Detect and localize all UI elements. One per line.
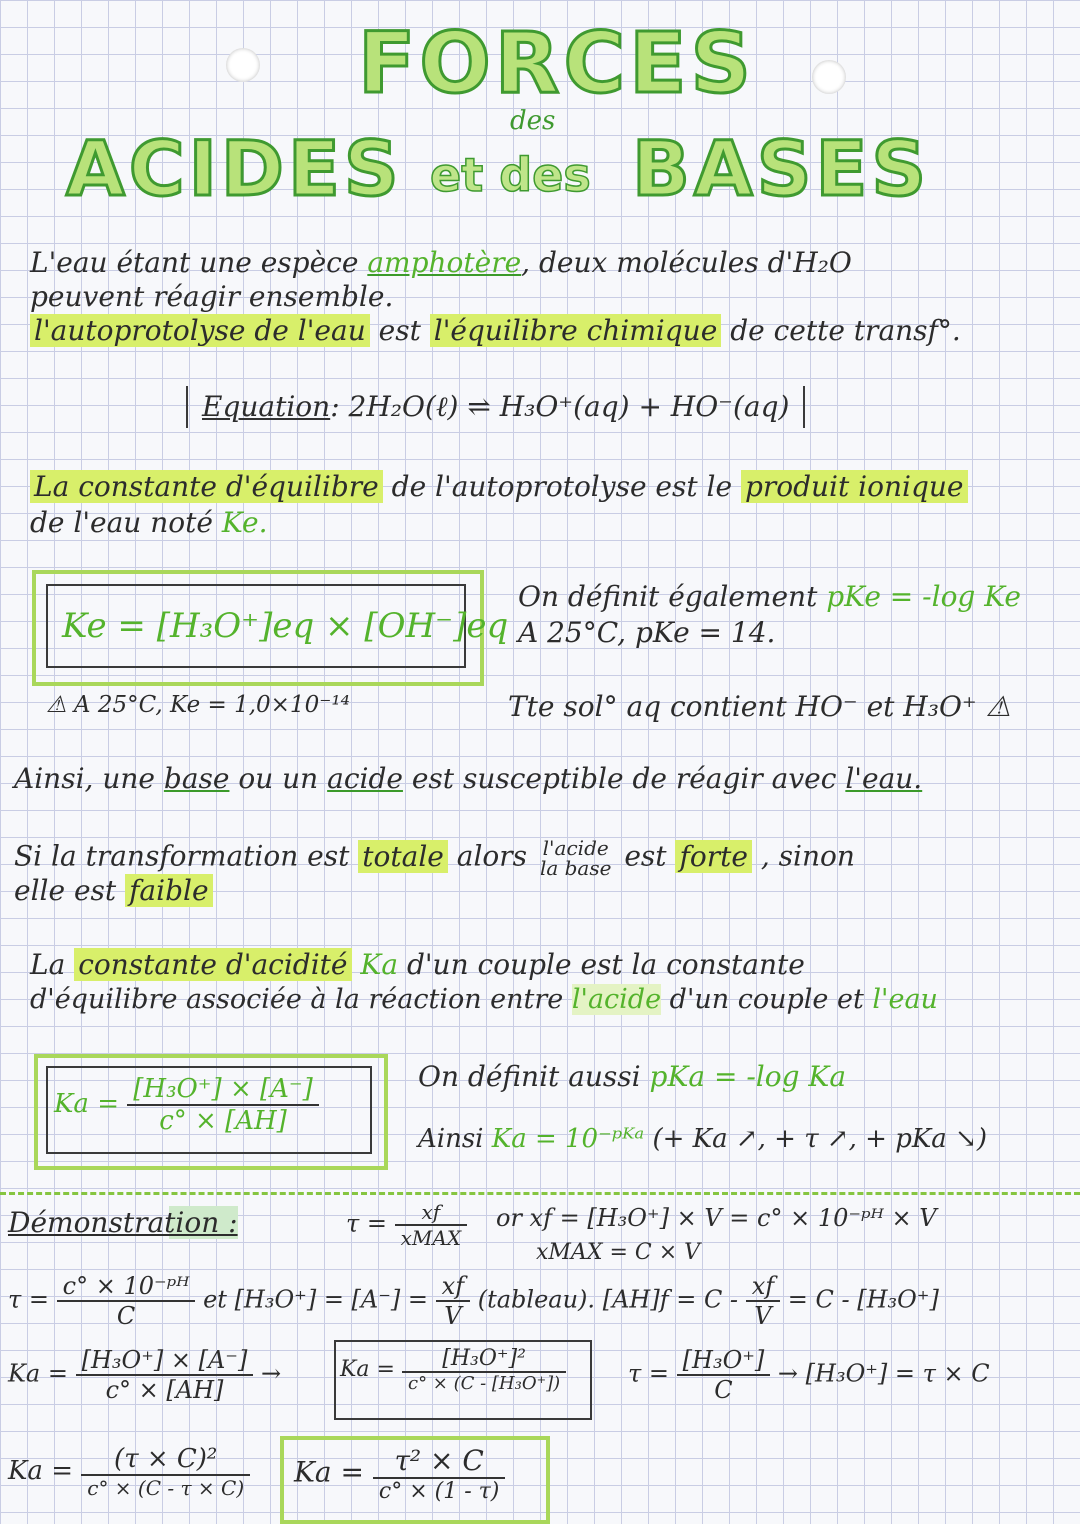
pka-definition: On définit aussi pKa = -log Ka: [418, 1060, 847, 1093]
intro-line-2: peuvent réagir ensemble.: [30, 280, 394, 313]
ke-paragraph-line-1: La constante d'équilibre de l'autoprotolyse est le produit ionique: [30, 470, 968, 503]
ka-power: Ka = 10⁻ᵖᴷᵃ: [491, 1124, 645, 1154]
term-acide: acide: [327, 762, 403, 795]
punch-hole-left: [226, 48, 260, 82]
pka-relation: Ainsi Ka = 10⁻ᵖᴷᵃ (+ Ka ↗, + τ ↗, + pKa ↘): [418, 1124, 987, 1154]
brace-base: la base: [539, 856, 612, 880]
term-constante-equilibre: La constante d'équilibre: [30, 470, 383, 503]
transfo-line-2: elle est faible: [14, 874, 213, 907]
demo-row-3-left: Ka = $\frac{\text{[H₃O⁺] × [A⁻]}}{c^\circ \times [AH]}$ →: [8, 1346, 282, 1404]
title-acides: ACIDES: [66, 124, 403, 213]
term-base: base: [163, 762, 230, 795]
ke-paragraph-line-2: de l'eau noté Ke.: [30, 506, 268, 539]
transfo-line-1: Si la transformation est totale alors l'acide la base est forte , sinon: [14, 836, 855, 880]
term-autoprotolyse: l'autoprotolyse de l'eau: [30, 314, 370, 347]
demo-row-4-final: Ka = $\frac{\text{τ² × C}}{c^\circ \times (1 - \tau)}$: [294, 1444, 505, 1504]
term-eau: l'eau.: [845, 762, 923, 795]
term-constante-acidite: constante d'acidité: [74, 948, 351, 981]
equation-line: [186, 386, 805, 428]
title-et-des: et des: [430, 148, 591, 202]
title-forces: FORCES: [358, 14, 755, 112]
title-bases: BASES: [632, 124, 931, 213]
demo-row-2: τ = $\frac{\text{c° × 10⁻ᵖᴴ}}{C}$ et [H₃O⁺] = [A⁻] = $\frac{xf}{V}$ (tableau). [AH]f = C - $\frac{xf}{V}$ = C - [H₃O⁺]: [8, 1272, 939, 1330]
equation-label: Equation: [202, 390, 331, 423]
intro-line-3: l'autoprotolyse de l'eau est l'équilibre chimique de cette transf°.: [30, 314, 961, 347]
ke-formula: Ke = [H₃O⁺]eq × [OH⁻]eq: [62, 606, 509, 646]
ke-25c-note: ⚠ A 25°C, Ke = 1,0×10⁻¹⁴: [46, 692, 350, 718]
title-des-small: des: [510, 106, 556, 136]
separator-dashed: [0, 1192, 1080, 1195]
brace-acide: l'acide: [542, 836, 609, 860]
term-forte: forte: [675, 840, 751, 873]
equation-body: : 2H₂O(ℓ) ⇌ H₃O⁺(aq) + HO⁻(aq): [330, 390, 790, 423]
ka-numerator: [H₃O⁺] × [A⁻]: [127, 1074, 319, 1106]
ka-formula: Ka = $\frac{\text{[H₃O⁺] × [A⁻]}}{c^\circ \times [AH]}$: [54, 1074, 319, 1136]
demo-label: Démonstration :: [8, 1206, 238, 1239]
term-totale: totale: [358, 840, 448, 873]
demo-xmax-def: xMAX = C × V: [536, 1240, 701, 1265]
demo-row-3-boxed: Ka = $\frac{\text{[H₃O⁺]²}}{\text{c° × (C - [H₃O⁺])}}$: [340, 1346, 566, 1394]
term-faible: faible: [125, 874, 212, 907]
term-l-acide: l'acide: [571, 984, 662, 1015]
pka-formula: pKa = -log Ka: [649, 1060, 847, 1093]
term-ke: Ke.: [221, 506, 268, 539]
pke-definition: On définit également pKe = -log Ke: [518, 580, 1021, 613]
term-produit-ionique: produit ionique: [741, 470, 968, 503]
intro-line-1: L'eau étant une espèce amphotère, deux molécules d'H₂O: [30, 246, 852, 279]
pka-trend: (+ Ka ↗, + τ ↗, + pKa ↘): [652, 1124, 987, 1154]
term-amphotere: amphotère: [367, 246, 522, 279]
arrow-right: →: [260, 1359, 282, 1388]
ainsi-line: Ainsi, une base ou un acide est susceptible de réagir avec l'eau.: [14, 762, 923, 795]
ka-paragraph-line-2: d'équilibre associée à la réaction entre l'acide d'un couple et l'eau: [30, 984, 938, 1015]
ka-paragraph-line-1: La constante d'acidité Ka d'un couple est la constante: [30, 948, 805, 981]
term-l-eau: l'eau: [872, 984, 938, 1015]
pke-note: Tte sol° aq contient HO⁻ et H₃O⁺ ⚠: [508, 690, 1011, 723]
pke-value: A 25°C, pKe = 14.: [518, 616, 776, 649]
ka-denominator: c° × [AH]: [159, 1106, 287, 1136]
demo-row-4-left: Ka = $\frac{\text{(τ × C)²}}{c^\circ \times (C - \tau \times C)}$: [8, 1444, 250, 1500]
term-equilibre-chimique: l'équilibre chimique: [430, 314, 722, 347]
punch-hole-right: [812, 60, 846, 94]
pke-formula: pKe = -log Ke: [826, 580, 1021, 613]
term-ka: Ka: [360, 948, 399, 981]
demo-row-3-right: τ = $\frac{\text{[H₃O⁺]}}{C}$ → [H₃O⁺] = τ × C: [628, 1346, 990, 1404]
demo-tau-def: τ = $\frac{xf}{\text{xMAX}}$: [346, 1200, 467, 1250]
demo-xf-def: or xf = [H₃O⁺] × V = c° × 10⁻ᵖᴴ × V: [496, 1204, 937, 1232]
